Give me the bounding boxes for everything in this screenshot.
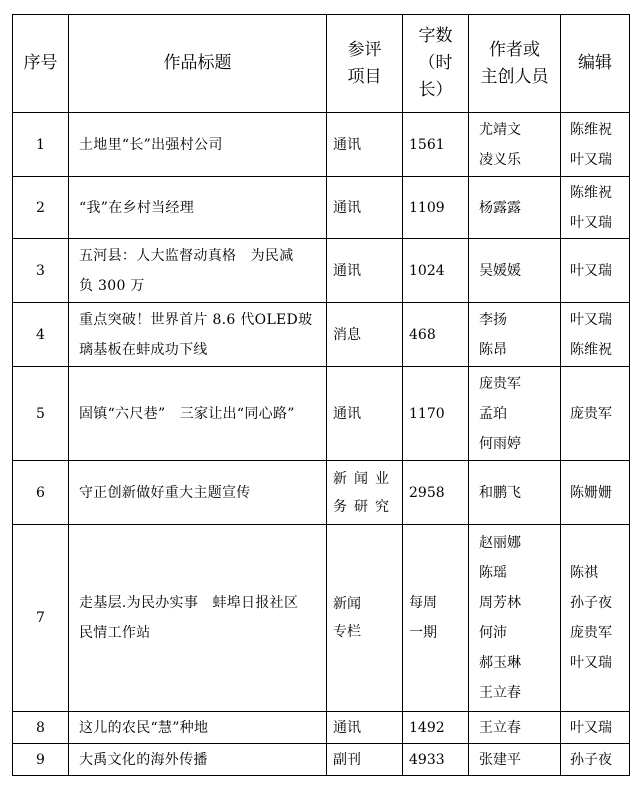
work-title — [69, 113, 327, 177]
header-line: 项目 — [347, 66, 382, 87]
authors-line: 李扬 — [479, 311, 507, 328]
editors-line: 孙子夜 — [570, 595, 612, 611]
editors — [561, 461, 630, 525]
authors-line: 和鹏飞 — [479, 484, 521, 501]
authors — [469, 461, 561, 525]
editors-line: 叶又瑞 — [570, 719, 612, 736]
word-count-line: 1024 — [409, 262, 445, 279]
authors-line: 郝玉琳 — [479, 655, 521, 671]
editors — [561, 744, 630, 776]
editors — [561, 113, 630, 177]
editors-line: 叶又瑞 — [570, 214, 612, 231]
word-count-line: 468 — [409, 326, 436, 343]
work-title-line: 大禹文化的海外传播 — [79, 751, 208, 768]
row-number: 9 — [13, 744, 69, 776]
awards-table — [12, 14, 630, 776]
authors-line: 陈昂 — [479, 341, 507, 358]
work-title — [69, 712, 327, 744]
table-row — [13, 303, 630, 367]
header-line: 参评 — [347, 39, 382, 60]
word-count — [403, 303, 469, 367]
category — [327, 239, 403, 303]
authors-line: 凌义乐 — [479, 151, 521, 168]
work-title-line: 守正创新做好重大主题宣传 — [79, 484, 251, 501]
table-row — [13, 367, 630, 461]
word-count — [403, 461, 469, 525]
work-title — [69, 367, 327, 461]
authors-line: 何雨婷 — [479, 435, 521, 452]
authors-line: 吴媛媛 — [479, 262, 521, 279]
category-line: 新闻 — [333, 596, 361, 612]
category-line: 副刊 — [333, 751, 361, 768]
authors — [469, 303, 561, 367]
work-title-line: 重点突破！世界首片 8.6 代OLED玻 — [79, 311, 313, 328]
table-row — [13, 744, 630, 776]
category — [327, 367, 403, 461]
category — [327, 303, 403, 367]
editors-line: 陈维祝 — [570, 184, 612, 201]
row-number: 3 — [13, 239, 69, 303]
authors — [469, 367, 561, 461]
word-count — [403, 113, 469, 177]
header-wordcount — [403, 15, 469, 113]
work-title — [69, 177, 327, 239]
editors — [561, 712, 630, 744]
row-number: 2 — [13, 177, 69, 239]
header-line: 序号 — [23, 53, 58, 73]
table-row — [13, 177, 630, 239]
header-line: 主创人员 — [480, 66, 549, 87]
authors — [469, 113, 561, 177]
work-title — [69, 239, 327, 303]
authors-line: 何沛 — [479, 625, 507, 641]
row-number: 6 — [13, 461, 69, 525]
editors-line: 庞贵军 — [570, 405, 612, 422]
work-title-line: 这儿的农民“慧”种地 — [79, 719, 209, 736]
word-count-line: 4933 — [409, 751, 445, 768]
table-body — [13, 113, 630, 776]
editors-line: 叶又瑞 — [570, 311, 612, 328]
editors — [561, 177, 630, 239]
header-authors — [469, 15, 561, 113]
authors-line: 庞贵军 — [479, 375, 521, 392]
header-line: 作品标题 — [163, 53, 232, 73]
editors-line: 孙子夜 — [570, 751, 612, 768]
word-count-line: 2958 — [409, 484, 445, 501]
category-line: 新闻业 — [333, 470, 396, 487]
word-count-line: 1109 — [409, 199, 445, 216]
word-count-line: 每周 — [409, 595, 437, 611]
work-title-line: 土地里“长”出强村公司 — [79, 136, 223, 153]
header-line: 长） — [418, 80, 453, 100]
authors-line: 陈瑶 — [479, 565, 507, 581]
authors-line: 赵丽娜 — [479, 535, 521, 551]
word-count — [403, 367, 469, 461]
header-line: 字数 — [418, 26, 453, 46]
authors-line: 周芳林 — [479, 595, 521, 611]
category-line: 消息 — [333, 326, 361, 343]
work-title-line: 固镇“六尺巷” 三家让出“同心路” — [79, 405, 295, 422]
authors — [469, 525, 561, 712]
editors-line: 庞贵军 — [570, 625, 612, 641]
editors-line: 陈维祝 — [570, 341, 612, 358]
row-number: 8 — [13, 712, 69, 744]
category — [327, 177, 403, 239]
word-count-line: 1170 — [409, 405, 445, 422]
editors — [561, 367, 630, 461]
category-line: 专栏 — [333, 624, 361, 640]
authors-line: 杨露露 — [479, 199, 521, 216]
category — [327, 712, 403, 744]
category-line: 务研究 — [333, 498, 396, 515]
row-number: 5 — [13, 367, 69, 461]
category-line: 通讯 — [333, 262, 361, 279]
header-line: 作者或 — [489, 39, 540, 60]
authors-line: 张建平 — [479, 751, 521, 768]
table-row — [13, 239, 630, 303]
editors-line: 叶又瑞 — [570, 151, 612, 168]
authors-line: 尤靖文 — [479, 121, 521, 138]
editors-line: 陈祺 — [570, 565, 598, 581]
authors-line: 王立春 — [479, 685, 521, 701]
category — [327, 461, 403, 525]
word-count-line: 一期 — [409, 625, 437, 641]
work-title-line: “我”在乡村当经理 — [79, 199, 195, 216]
editors — [561, 525, 630, 712]
editors-line: 叶又瑞 — [570, 262, 612, 279]
row-number: 7 — [13, 525, 69, 712]
work-title — [69, 461, 327, 525]
word-count — [403, 744, 469, 776]
work-title-line: 璃基板在蚌成功下线 — [79, 341, 208, 358]
header-row — [13, 15, 630, 113]
editors-line: 叶又瑞 — [570, 655, 612, 671]
editors — [561, 303, 630, 367]
header-title — [69, 15, 327, 113]
category — [327, 525, 403, 712]
category — [327, 744, 403, 776]
word-count-line: 1561 — [409, 136, 445, 153]
editors-line: 陈姗姗 — [570, 484, 612, 501]
work-title — [69, 525, 327, 712]
word-count-line: 1492 — [409, 719, 445, 736]
row-number: 1 — [13, 113, 69, 177]
authors — [469, 712, 561, 744]
authors-line: 王立春 — [479, 719, 521, 736]
authors-line: 孟珀 — [479, 405, 507, 422]
word-count — [403, 525, 469, 712]
work-title-line: 五河县：人大监督动真格 为民减 — [79, 247, 294, 264]
header-line: 编辑 — [578, 53, 612, 73]
category-line: 通讯 — [333, 199, 361, 216]
word-count — [403, 177, 469, 239]
header-category — [327, 15, 403, 113]
table-row — [13, 525, 630, 712]
authors — [469, 239, 561, 303]
work-title — [69, 744, 327, 776]
category-line: 通讯 — [333, 719, 361, 736]
row-number: 4 — [13, 303, 69, 367]
header-editors — [561, 15, 630, 113]
category-line: 通讯 — [333, 136, 361, 153]
header-no — [13, 15, 69, 113]
category-line: 通讯 — [333, 405, 361, 422]
table-row — [13, 712, 630, 744]
work-title-line: 民情工作站 — [79, 625, 151, 641]
work-title-line: 走基层.为民办实事 蚌埠日报社区 — [79, 595, 299, 611]
category — [327, 113, 403, 177]
authors — [469, 744, 561, 776]
word-count — [403, 239, 469, 303]
work-title-line: 负 300 万 — [79, 277, 145, 294]
authors — [469, 177, 561, 239]
table-row — [13, 461, 630, 525]
work-title — [69, 303, 327, 367]
editors-line: 陈维祝 — [570, 121, 612, 138]
header-line: （时 — [418, 53, 453, 73]
word-count — [403, 712, 469, 744]
editors — [561, 239, 630, 303]
table-row — [13, 113, 630, 177]
